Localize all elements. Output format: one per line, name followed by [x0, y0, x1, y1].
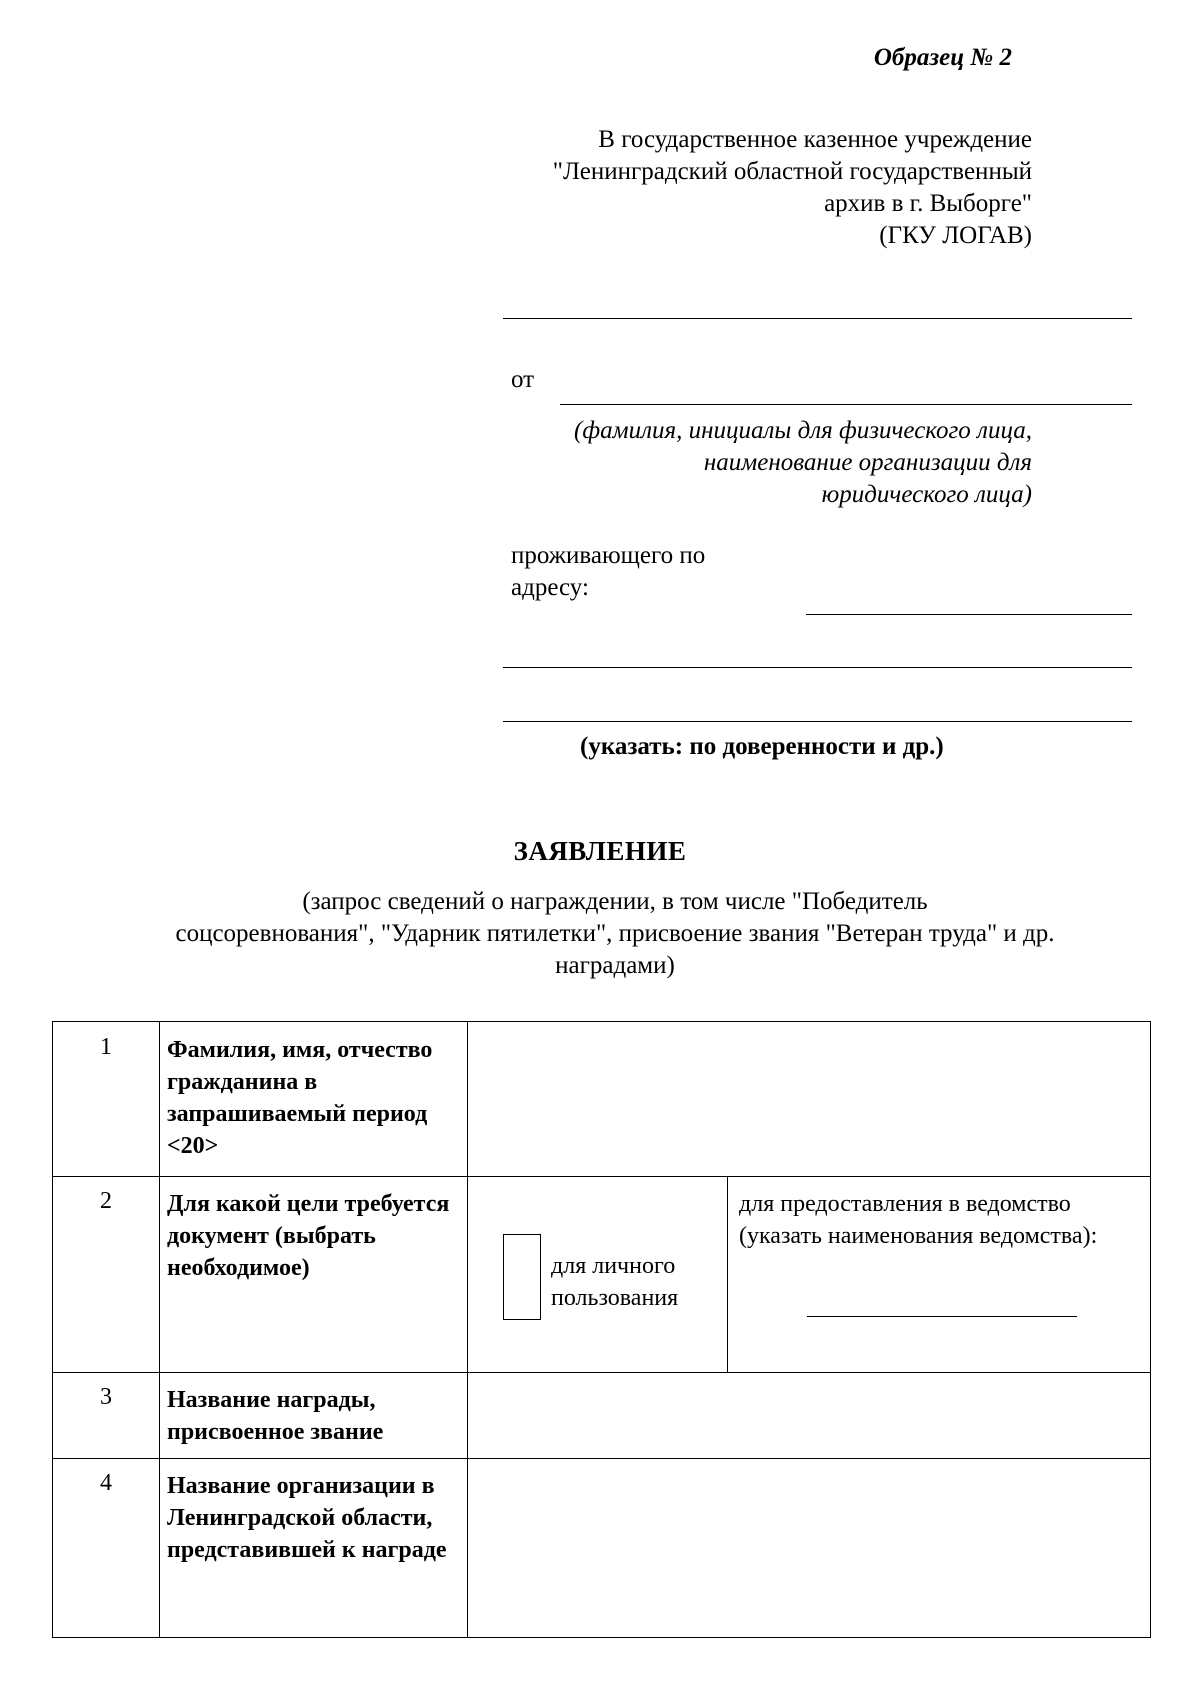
- address-label-line: адресу:: [511, 574, 589, 601]
- row-number: 1: [100, 1034, 112, 1060]
- sample-label: Образец № 2: [873, 44, 1012, 71]
- answer-full-name[interactable]: [469, 1024, 1149, 1174]
- subtitle-line: наградами): [555, 952, 675, 979]
- authority-note: (указать: по доверенности и др.): [580, 733, 944, 760]
- option-personal-use: для личного пользования: [551, 1253, 679, 1311]
- row-divider: [53, 1176, 1150, 1177]
- row-divider: [53, 1372, 1150, 1373]
- recipient-line: "Ленинградский областной государственный: [552, 158, 1032, 185]
- address-label: [511, 540, 705, 604]
- recipient-block: [432, 124, 1032, 252]
- row-number: 4: [100, 1470, 112, 1496]
- column-divider: [159, 1022, 160, 1637]
- hint-line: юридического лица): [821, 481, 1032, 508]
- request-form-table: [52, 1021, 1151, 1638]
- document-title: ЗАЯВЛЕНИЕ: [513, 836, 687, 866]
- recipient-line: (ГКУ ЛОГАВ): [879, 222, 1032, 249]
- recipient-line: архив в г. Выборге": [824, 190, 1032, 217]
- column-divider: [727, 1176, 728, 1372]
- blank-line[interactable]: [503, 318, 1132, 319]
- answer-award-name[interactable]: [469, 1374, 1149, 1456]
- column-divider: [467, 1022, 468, 1637]
- row-number: 3: [100, 1384, 112, 1410]
- answer-organization[interactable]: [469, 1460, 1149, 1636]
- row-divider: [53, 1458, 1150, 1459]
- option-agency: для предоставления в ведомство (указать наименования ведомства):: [739, 1191, 1098, 1249]
- recipient-line: В государственное казенное учреждение: [598, 126, 1032, 153]
- address-line[interactable]: [503, 721, 1132, 722]
- subtitle-line: соцсоревнования", "Ударник пятилетки", присвоение звания "Ветеран труда" и др.: [175, 920, 1055, 947]
- address-line[interactable]: [806, 614, 1132, 615]
- personal-use-checkbox[interactable]: [503, 1234, 541, 1320]
- question-full-name: Фамилия, имя, отчество гражданина в запрашиваемый период <20>: [167, 1037, 433, 1159]
- question-purpose: Для какой цели требуется документ (выбрать необходимое): [167, 1191, 450, 1281]
- agency-name-line[interactable]: [807, 1316, 1077, 1317]
- document-subtitle: [100, 886, 1130, 982]
- hint-line: наименование организации для: [703, 449, 1032, 476]
- address-label-line: проживающего по: [511, 542, 706, 569]
- applicant-name-line[interactable]: [560, 404, 1132, 405]
- question-organization: Название организации в Ленинградской области, представившей к награде: [167, 1473, 447, 1563]
- applicant-hint: [472, 415, 1032, 511]
- row-number: 2: [100, 1188, 112, 1214]
- hint-line: (фамилия, инициалы для физического лица,: [574, 417, 1032, 444]
- subtitle-line: (запрос сведений о награждении, в том числе "Победитель: [302, 888, 928, 915]
- from-label: от: [511, 366, 535, 393]
- address-line[interactable]: [503, 667, 1132, 668]
- question-award-name: Название награды, присвоенное звание: [167, 1387, 384, 1445]
